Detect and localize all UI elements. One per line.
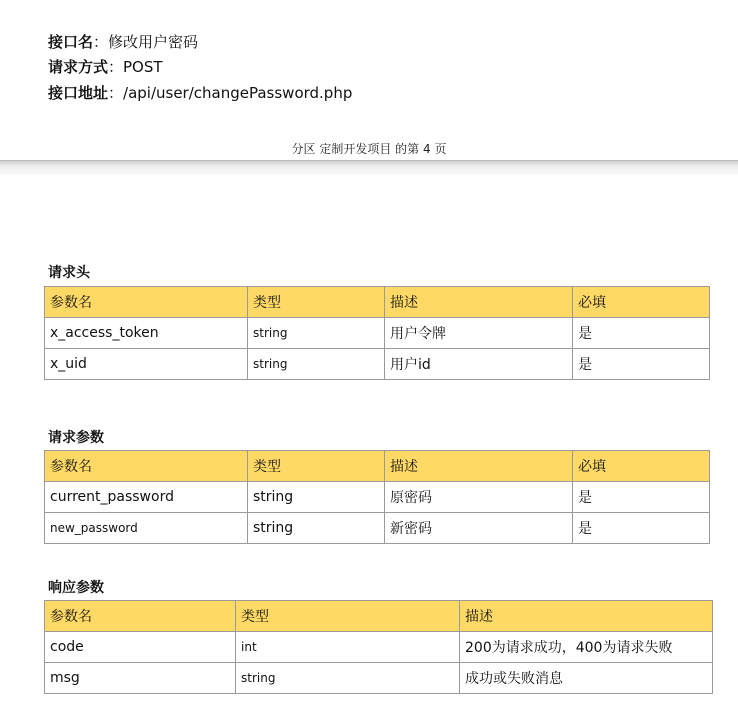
table-cell: 200为请求成功，400为请求失败 [460,632,713,663]
table-cell: 成功或失败消息 [460,663,713,694]
column-header: 类型 [248,451,385,482]
column-header: 描述 [460,601,713,632]
table-header-row [45,287,710,318]
request-method-value: ：POST [108,58,163,76]
table-cell: string [248,318,385,349]
column-header: 必填 [573,451,710,482]
table-cell: 新密码 [385,513,573,544]
table-cell: string [248,513,385,544]
page-top [0,0,738,160]
column-header: 类型 [236,601,460,632]
response-params-title: 响应参数 [48,580,104,596]
request-params-title: 请求参数 [48,430,104,446]
api-address-line [48,82,352,103]
request-headers-title: 请求头 [48,265,90,281]
table-cell: int [236,632,460,663]
table-cell: 是 [573,318,710,349]
response-params-table [44,600,713,694]
table-header-row [45,451,710,482]
table-cell: x_uid [45,349,248,380]
table-header-row [45,601,713,632]
table-row [45,482,710,513]
column-header: 描述 [385,287,573,318]
column-header: 类型 [248,287,385,318]
request-method-key: 请求方式 [48,58,109,76]
table-row [45,349,710,380]
table-cell: string [248,349,385,380]
column-header: 参数名 [45,287,248,318]
request-method-line [48,56,163,77]
table-cell: 是 [573,482,710,513]
page-break [0,160,738,175]
table-cell: 原密码 [385,482,573,513]
table-cell: 用户id [385,349,573,380]
table-cell: new_password [45,513,248,544]
api-name-key: 接口名 [48,33,94,51]
api-address-value: ：/api/user/changePassword.php [108,84,353,102]
request-params-table [44,450,710,544]
table-cell: string [236,663,460,694]
column-header: 必填 [573,287,710,318]
api-name-line [48,31,198,52]
request-headers-table [44,286,710,380]
column-header: 参数名 [45,451,248,482]
api-address-key: 接口地址 [48,84,109,102]
table-cell: code [45,632,236,663]
table-row [45,318,710,349]
table-cell: x_access_token [45,318,248,349]
table-cell: msg [45,663,236,694]
table-cell: 是 [573,513,710,544]
table-cell: string [248,482,385,513]
table-row [45,663,713,694]
table-cell: 用户令牌 [385,318,573,349]
page-footer: 分区 定制开发项目 的第 4 页 [291,142,447,156]
column-header: 描述 [385,451,573,482]
table-row [45,632,713,663]
table-row [45,513,710,544]
table-cell: 是 [573,349,710,380]
column-header: 参数名 [45,601,236,632]
api-name-value: ：修改用户密码 [93,33,199,51]
table-cell: current_password [45,482,248,513]
